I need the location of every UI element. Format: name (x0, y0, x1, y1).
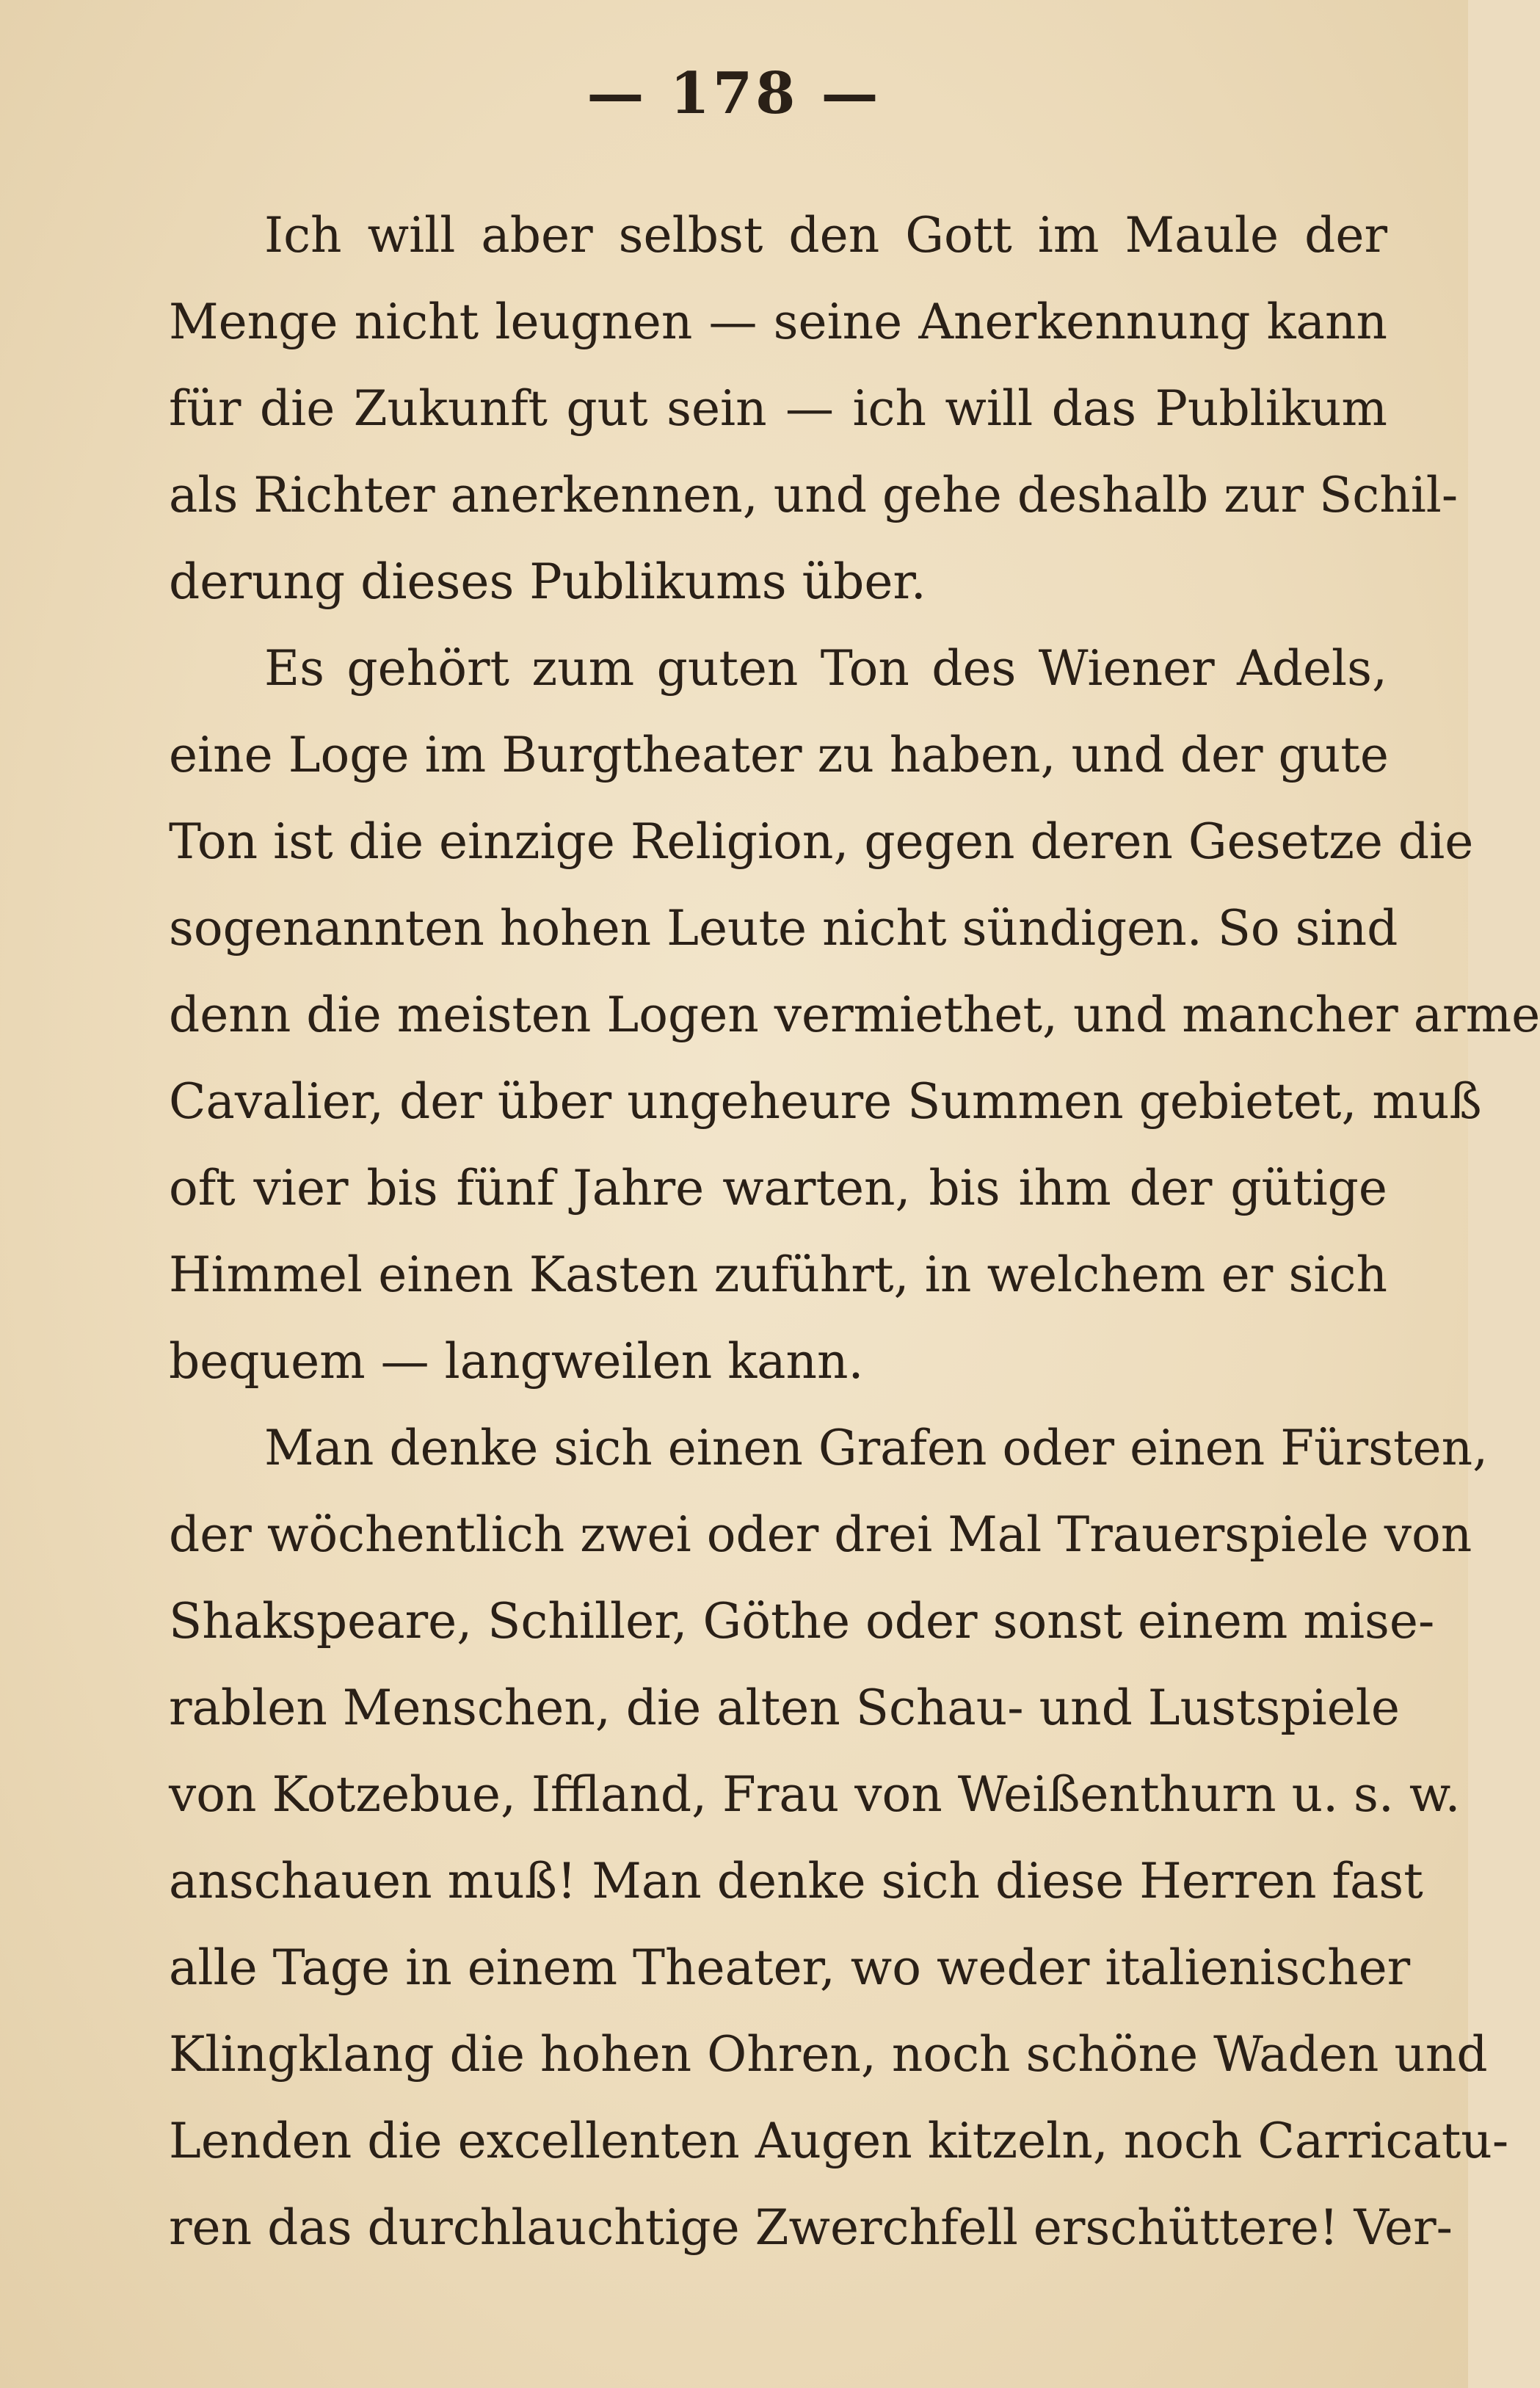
paragraph-2 (169, 625, 1540, 1405)
text-line: Klingklang die hohen Ohren, noch schöne Waden und (169, 2026, 1488, 2083)
text-line: Es gehört zum guten Ton des Wiener Adels, (264, 640, 1387, 697)
text-line: oft vier bis fünf Jahre warten, bis ihm der gütige (169, 1160, 1387, 1216)
text-line: eine Loge im Burgtheater zu haben, und der gute (169, 727, 1389, 783)
text-line: Ich will aber selbst den Gott im Maule der (264, 207, 1387, 264)
text-line: als Richter anerkennen, und gehe deshalb zur Schil- (169, 467, 1459, 523)
text-line: von Kotzebue, Iffland, Frau von Weißenthurn u. s. w. (169, 1766, 1461, 1823)
text-line: sogenannten hohen Leute nicht sündigen. So sind (169, 900, 1398, 957)
text-line: Shakspeare, Schiller, Göthe oder sonst einem mise- (169, 1593, 1435, 1650)
body-text (169, 192, 1540, 2271)
text-line: alle Tage in einem Theater, wo weder italienischer (169, 1939, 1411, 1996)
text-line: Ton ist die einzige Religion, gegen deren Gesetze die (169, 813, 1474, 870)
text-line: rablen Menschen, die alten Schau- und Lustspiele (169, 1680, 1400, 1736)
text-line: denn die meisten Logen vermiethet, und mancher arme (169, 987, 1540, 1043)
text-line: ren das durchlauchtige Zwerchfell erschüttere! Ver- (169, 2199, 1453, 2256)
text-line: für die Zukunft gut sein — ich will das Publikum (169, 380, 1387, 437)
paragraph-1 (169, 192, 1459, 625)
text-line: Menge nicht leugnen — seine Anerkennung kann (169, 294, 1387, 350)
text-line: der wöchentlich zwei oder drei Mal Trauerspiele von (169, 1506, 1472, 1563)
page-number: — 178 — (586, 60, 882, 127)
text-line: Man denke sich einen Grafen oder einen Fürsten, (264, 1420, 1489, 1476)
text-line: anschauen muß! Man denke sich diese Herren fast (169, 1853, 1423, 1909)
paragraph-3 (169, 1405, 1509, 2271)
text-line: Cavalier, der über ungeheure Summen gebietet, muß (169, 1073, 1482, 1130)
text-line: Lenden die excellenten Augen kitzeln, noch Carricatu- (169, 2113, 1509, 2169)
text-line: bequem — langweilen kann. (169, 1333, 864, 1390)
text-line: Himmel einen Kasten zuführt, in welchem er sich (169, 1246, 1387, 1303)
text-line: derung dieses Publikums über. (169, 554, 926, 610)
